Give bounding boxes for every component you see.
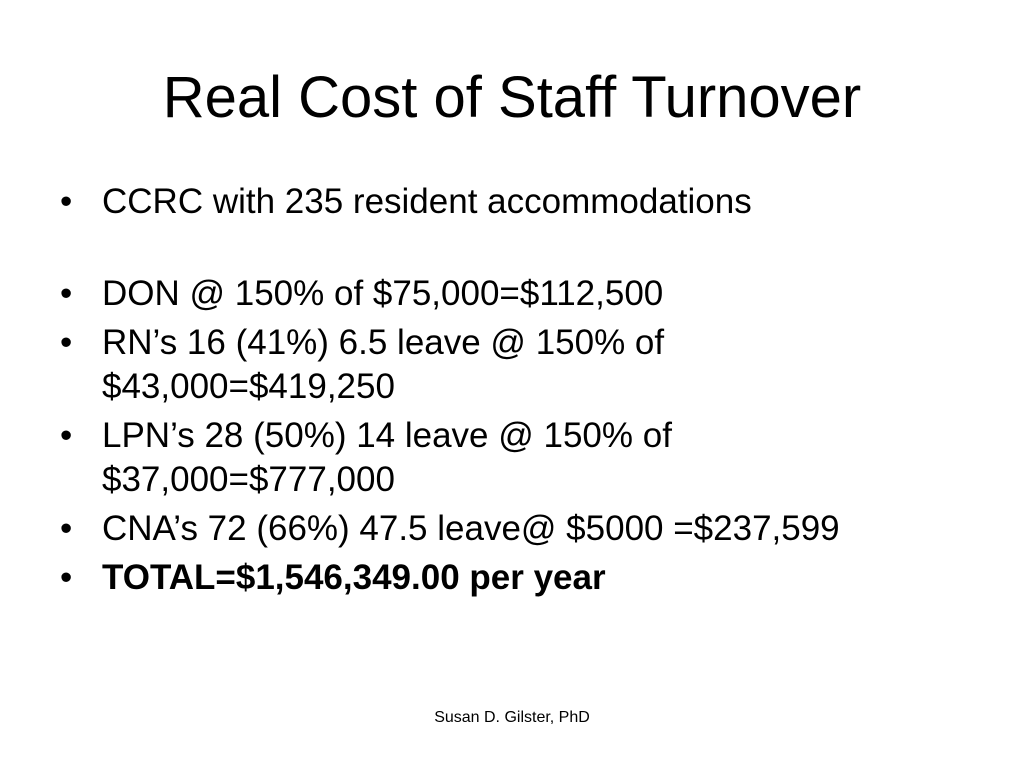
bullet-item	[60, 272, 960, 316]
footer-author: Susan D. Gilster, PhD	[434, 709, 590, 726]
bullet-text: CCRC with 235 resident accommodations	[102, 182, 752, 221]
bullet-icon: •	[60, 509, 73, 548]
bullet-icon: •	[60, 182, 73, 221]
bullet-icon: •	[60, 416, 73, 455]
bullet-icon: •	[60, 558, 73, 597]
bullet-item	[60, 321, 960, 409]
bullet-text: CNA’s 72 (66%) 47.5 leave@ $5000 =$237,599	[102, 509, 840, 548]
bullet-list	[60, 180, 960, 605]
bullet-text: DON @ 150% of $75,000=$112,500	[102, 274, 664, 313]
bullet-item-total	[60, 556, 960, 600]
bullet-icon: •	[60, 323, 73, 362]
slide-title: Real Cost of Staff Turnover	[162, 65, 862, 130]
bullet-item	[60, 180, 960, 224]
bullet-item	[60, 414, 960, 502]
bullet-text: RN’s 16 (41%) 6.5 leave @ 150% of $43,000=$419,250	[102, 323, 665, 406]
bullet-text: LPN’s 28 (50%) 14 leave @ 150% of $37,000=$777,000	[102, 416, 672, 499]
bullet-icon: •	[60, 274, 73, 313]
bullet-item	[60, 507, 960, 551]
total-text: TOTAL=$1,546,349.00 per year	[102, 558, 606, 597]
